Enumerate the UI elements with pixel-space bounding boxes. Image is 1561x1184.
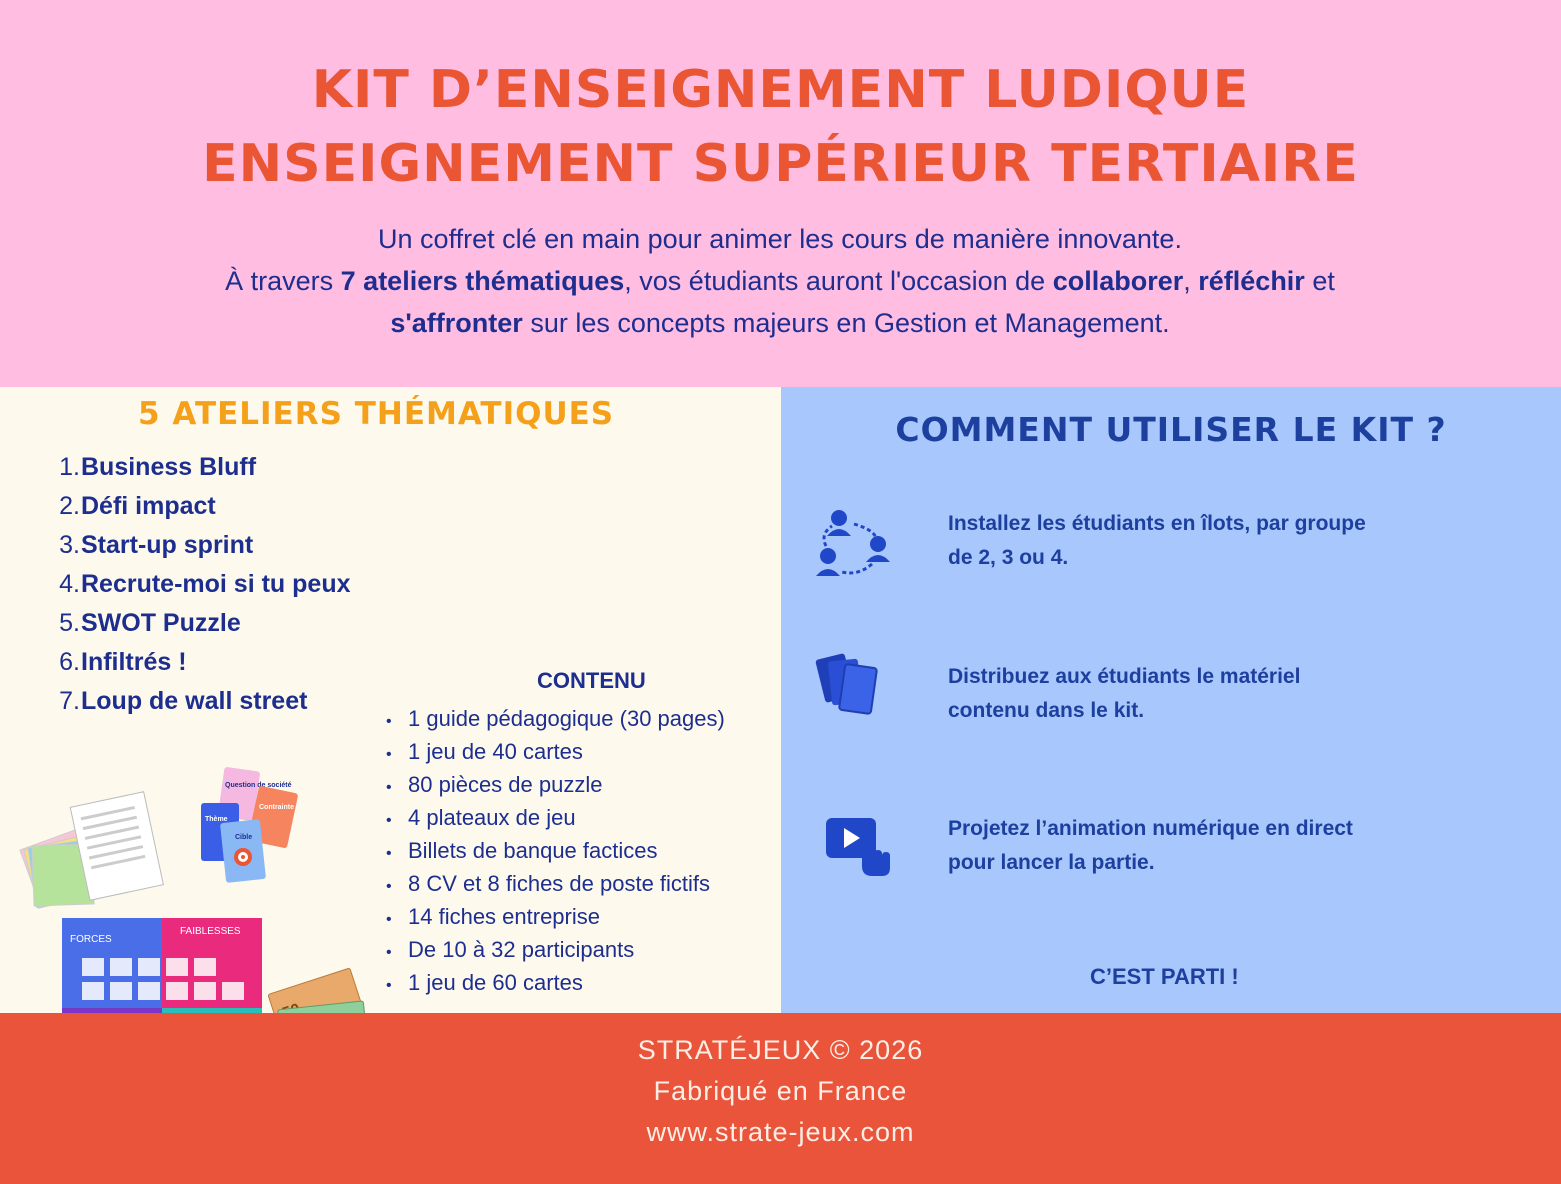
contenu-item: • 14 fiches entreprise bbox=[386, 904, 600, 929]
contenu-list bbox=[386, 702, 725, 999]
cards-icon bbox=[814, 650, 890, 726]
title-line-1: KIT D’ENSEIGNEMENT LUDIQUE bbox=[311, 60, 1250, 120]
atelier-item: 4. Recrute-moi si tu peux bbox=[59, 570, 351, 598]
atelier-item: 1. Business Bluff bbox=[59, 453, 257, 481]
card-label: Thème bbox=[205, 816, 228, 823]
footer-made-in: Fabriqué en France bbox=[653, 1076, 908, 1106]
sheets-fan-illustration bbox=[10, 790, 170, 915]
card-label: Contrainte bbox=[259, 804, 294, 811]
ateliers-title: 5 ATELIERS THÉMATIQUES bbox=[138, 396, 615, 432]
footer-website-link[interactable]: www.strate-jeux.com bbox=[646, 1117, 915, 1147]
atelier-item: 5. SWOT Puzzle bbox=[59, 609, 241, 637]
howto-title: COMMENT UTILISER LE KIT ? bbox=[895, 410, 1447, 449]
contenu-item: • De 10 à 32 participants bbox=[386, 937, 635, 962]
contenu-item: • 80 pièces de puzzle bbox=[386, 772, 603, 797]
intro-line-2: À travers 7 ateliers thématiques, vos étudiants auront l'occasion de collaborer, réfléchir et bbox=[225, 266, 1335, 296]
contenu-item: • 8 CV et 8 fiches de poste fictifs bbox=[386, 871, 711, 896]
atelier-item: 7. Loup de wall street bbox=[59, 687, 308, 715]
intro-line-1: Un coffret clé en main pour animer les cours de manière innovante. bbox=[378, 224, 1182, 254]
contenu-title: CONTENU bbox=[537, 668, 646, 693]
title-line-2: ENSEIGNEMENT SUPÉRIEUR TERTIAIRE bbox=[202, 134, 1359, 194]
atelier-item: 3. Start-up sprint bbox=[59, 531, 254, 559]
atelier-item: 2. Défi impact bbox=[59, 492, 216, 520]
cards-illustration bbox=[195, 765, 305, 885]
step-3-text: Projetez l’animation numérique en direct pour lancer la partie. bbox=[948, 817, 1353, 874]
step-1-text: Installez les étudiants en îlots, par groupe de 2, 3 ou 4. bbox=[948, 512, 1366, 569]
card-label: Cible bbox=[235, 834, 253, 841]
intro-text bbox=[80, 218, 1480, 344]
swot-label: FORCES bbox=[70, 934, 112, 945]
contenu-item: • 4 plateaux de jeu bbox=[386, 805, 576, 830]
card-label: Question de société bbox=[225, 782, 292, 789]
contenu-item: • Billets de banque factices bbox=[386, 838, 658, 863]
step-2-text: Distribuez aux étudiants le matériel contenu dans le kit. bbox=[948, 665, 1301, 722]
go-label: C’EST PARTI ! bbox=[1090, 964, 1239, 989]
atelier-item: 6. Infiltrés ! bbox=[59, 648, 187, 676]
contenu-item: • 1 jeu de 40 cartes bbox=[386, 739, 583, 764]
group-icon bbox=[814, 504, 894, 584]
contenu-item: • 1 jeu de 60 cartes bbox=[386, 970, 583, 995]
contenu-item: • 1 guide pédagogique (30 pages) bbox=[386, 706, 725, 731]
intro-line-3: s'affronter sur les concepts majeurs en Gestion et Management. bbox=[390, 308, 1170, 338]
video-click-icon bbox=[824, 812, 894, 882]
swot-label: FAIBLESSES bbox=[180, 926, 241, 937]
ateliers-list bbox=[40, 448, 351, 721]
footer-copyright: STRATÉJEUX © 2026 bbox=[637, 1035, 924, 1065]
